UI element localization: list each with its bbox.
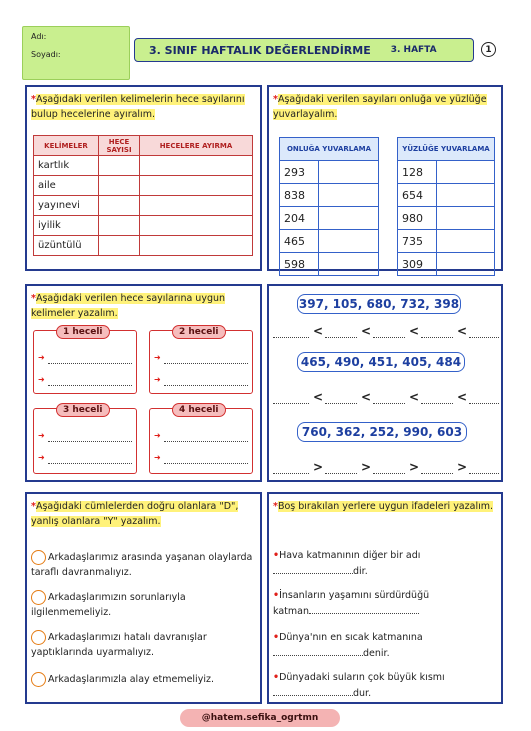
answer-line[interactable] — [469, 473, 499, 474]
statement-item: Arkadaşlarımızı hatalı davranışlar yaptıklarında uyarmalıyız. — [31, 632, 207, 658]
onluk-header: ONLUĞA YUVARLAMA — [280, 138, 379, 161]
number-set-1: 397, 105, 680, 732, 398 — [297, 294, 461, 314]
ordering-row-1 — [273, 326, 499, 340]
number-cell: 838 — [280, 184, 319, 207]
answer-cell[interactable] — [319, 161, 379, 184]
answer-cell[interactable] — [140, 196, 253, 216]
answer-line[interactable] — [48, 385, 132, 386]
less-than-symbol: < — [313, 324, 324, 338]
arrow-icon: ➜ — [154, 353, 161, 362]
answer-line[interactable] — [469, 403, 499, 404]
title-banner — [134, 38, 474, 62]
q3-instruction: *Aşağıdaki verilen hece sayılarına uygun kelimeler yazalım. — [31, 293, 226, 319]
answer-line[interactable] — [373, 403, 405, 404]
answer-cell[interactable] — [99, 156, 140, 176]
greater-than-symbol: > — [361, 460, 372, 474]
arrow-icon: ➜ — [38, 375, 45, 384]
word-cell: yayınevi — [34, 196, 99, 216]
hece-box-3 — [33, 405, 137, 474]
table-row — [398, 161, 495, 184]
q5-box — [25, 492, 262, 704]
statement-item: Arkadaşlarımızla alay etmemeliyiz. — [31, 672, 257, 687]
page-title: 3. SINIF HAFTALIK DEĞERLENDİRME — [149, 43, 371, 57]
less-than-symbol: < — [313, 390, 324, 404]
ordering-row-3 — [273, 462, 499, 476]
q3-box — [25, 284, 262, 482]
answer-cell[interactable] — [319, 207, 379, 230]
answer-line[interactable] — [48, 441, 132, 442]
yuzluk-header: YÜZLÜĞE YUVARLAMA — [398, 138, 495, 161]
col-count: HECE SAYISI — [99, 136, 140, 156]
arrow-icon: ➜ — [38, 453, 45, 462]
answer-cell[interactable] — [99, 176, 140, 196]
table-row — [280, 184, 379, 207]
answer-line[interactable] — [48, 363, 132, 364]
hece-box-2 — [149, 327, 253, 394]
answer-line[interactable] — [273, 403, 309, 404]
less-than-symbol: < — [409, 324, 420, 338]
statement-item: Arkadaşlarımızın sorunlarıyla ilgilenmemeliyiz. — [31, 592, 186, 618]
blank-line[interactable] — [273, 573, 353, 574]
soyad-label: Soyadı: — [31, 50, 61, 59]
word-cell: kartlık — [34, 156, 99, 176]
q5-instruction: *Aşağıdaki cümlelerden doğru olanlara "D", yanlış olanlara "Y" yazalım. — [31, 501, 239, 527]
arrow-icon: ➜ — [154, 431, 161, 440]
answer-cell[interactable] — [99, 216, 140, 236]
answer-line[interactable] — [373, 337, 405, 338]
answer-circle[interactable] — [31, 630, 46, 645]
answer-line[interactable] — [373, 473, 405, 474]
table-row — [280, 253, 379, 276]
answer-cell[interactable] — [319, 253, 379, 276]
syllable-table — [33, 135, 253, 256]
q2-instruction: *Aşağıdaki verilen sayıları onluğa ve yüzlüğe yuvarlayalım. — [273, 94, 487, 120]
table-row — [34, 156, 253, 176]
arrow-icon: ➜ — [38, 353, 45, 362]
q4-box — [267, 284, 503, 482]
table-row — [34, 216, 253, 236]
table-row — [280, 207, 379, 230]
answer-cell[interactable] — [437, 253, 495, 276]
answer-line[interactable] — [325, 473, 357, 474]
table-row — [280, 161, 379, 184]
less-than-symbol: < — [361, 324, 372, 338]
q1-instruction: *Aşağıdaki verilen kelimelerin hece sayılarını bulup hecelerine ayıralım. — [31, 94, 245, 120]
answer-cell[interactable] — [140, 236, 253, 256]
greater-than-symbol: > — [313, 460, 324, 474]
arrow-icon: ➜ — [38, 431, 45, 440]
word-cell: aile — [34, 176, 99, 196]
table-row — [34, 196, 253, 216]
number-cell: 598 — [280, 253, 319, 276]
answer-circle[interactable] — [31, 672, 46, 687]
fill-item: •İnsanların yaşamını sürdürdüğü katman — [273, 590, 430, 617]
hece-label: 4 heceli — [172, 403, 226, 417]
number-cell: 128 — [398, 161, 437, 184]
less-than-symbol: < — [361, 390, 372, 404]
page-number: 1 — [481, 42, 496, 57]
onluk-table — [279, 137, 379, 276]
week-label: 3. HAFTA — [390, 45, 437, 55]
answer-cell[interactable] — [437, 184, 495, 207]
answer-line[interactable] — [421, 403, 453, 404]
ordering-row-2 — [273, 392, 499, 406]
hece-box-1 — [33, 327, 137, 394]
answer-line[interactable] — [421, 337, 453, 338]
answer-line[interactable] — [164, 463, 248, 464]
number-cell: 654 — [398, 184, 437, 207]
greater-than-symbol: > — [457, 460, 468, 474]
greater-than-symbol: > — [409, 460, 420, 474]
col-words: KELİMELER — [34, 136, 99, 156]
number-cell: 980 — [398, 207, 437, 230]
number-set-3: 760, 362, 252, 990, 603 — [297, 422, 467, 442]
name-box — [22, 26, 130, 80]
fill-item: •Hava katmanının diğer bir adı dir. — [273, 550, 421, 577]
footer-handle: @hatem.sefika_ogrtmn — [180, 709, 340, 727]
number-cell: 204 — [280, 207, 319, 230]
word-cell: iyilik — [34, 216, 99, 236]
ad-label: Adı: — [31, 32, 47, 41]
answer-cell[interactable] — [437, 230, 495, 253]
blank-line[interactable] — [309, 613, 419, 614]
word-cell: üzüntülü — [34, 236, 99, 256]
answer-line[interactable] — [164, 363, 248, 364]
answer-line[interactable] — [421, 473, 453, 474]
less-than-symbol: < — [409, 390, 420, 404]
answer-line[interactable] — [469, 337, 499, 338]
table-row — [398, 184, 495, 207]
answer-cell[interactable] — [99, 196, 140, 216]
answer-line[interactable] — [164, 441, 248, 442]
less-than-symbol: < — [457, 390, 468, 404]
number-cell: 465 — [280, 230, 319, 253]
col-split: HECELERE AYIRMA — [140, 136, 253, 156]
answer-cell[interactable] — [99, 236, 140, 256]
answer-cell[interactable] — [319, 230, 379, 253]
hece-box-4 — [149, 405, 253, 474]
answer-circle[interactable] — [31, 590, 46, 605]
table-row — [34, 236, 253, 256]
answer-line[interactable] — [325, 337, 357, 338]
q6-box — [267, 492, 503, 704]
answer-line[interactable] — [164, 385, 248, 386]
blank-line[interactable] — [273, 655, 363, 656]
q1-box — [25, 85, 262, 271]
yuzluk-table — [397, 137, 495, 276]
table-row — [398, 207, 495, 230]
q6-instruction: *Boş bırakılan yerlere uygun ifadeleri yazalım. — [273, 501, 493, 512]
table-row — [34, 176, 253, 196]
answer-cell[interactable] — [140, 216, 253, 236]
hece-label: 1 heceli — [56, 325, 110, 339]
number-set-2: 465, 490, 451, 405, 484 — [297, 352, 465, 372]
number-cell: 309 — [398, 253, 437, 276]
answer-line[interactable] — [273, 473, 309, 474]
hece-label: 3 heceli — [56, 403, 110, 417]
q2-box — [267, 85, 503, 271]
answer-line[interactable] — [48, 463, 132, 464]
answer-line[interactable] — [273, 337, 309, 338]
table-row — [398, 230, 495, 253]
answer-cell[interactable] — [437, 161, 495, 184]
hece-label: 2 heceli — [172, 325, 226, 339]
answer-cell[interactable] — [140, 156, 253, 176]
number-cell: 735 — [398, 230, 437, 253]
table-row — [280, 230, 379, 253]
statement-item: Arkadaşlarımız arasında yaşanan olaylarda taraflı davranmalıyız. — [31, 552, 253, 578]
answer-cell[interactable] — [140, 176, 253, 196]
answer-circle[interactable] — [31, 550, 46, 565]
less-than-symbol: < — [457, 324, 468, 338]
blank-line[interactable] — [273, 695, 353, 696]
answer-cell[interactable] — [437, 207, 495, 230]
fill-item: •Dünyadaki suların çok büyük kısmı dur. — [273, 672, 445, 699]
fill-item: •Dünya'nın en sıcak katmanına denir. — [273, 632, 423, 659]
number-cell: 293 — [280, 161, 319, 184]
answer-line[interactable] — [325, 403, 357, 404]
answer-cell[interactable] — [319, 184, 379, 207]
arrow-icon: ➜ — [154, 453, 161, 462]
arrow-icon: ➜ — [154, 375, 161, 384]
table-row — [398, 253, 495, 276]
